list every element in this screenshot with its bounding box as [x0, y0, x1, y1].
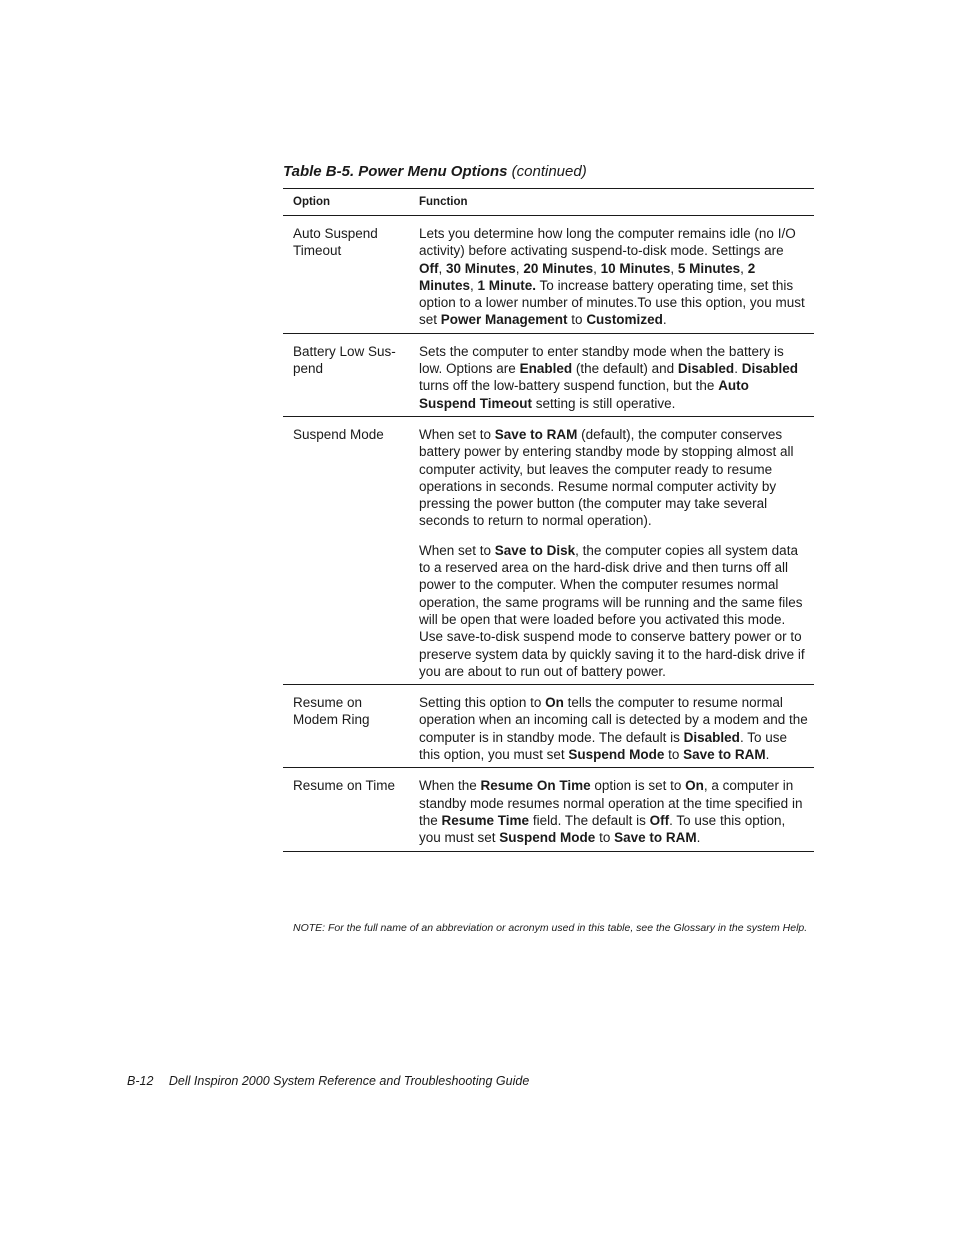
bold-term: Resume On Time — [480, 778, 591, 794]
bold-term: Save to Disk — [494, 542, 576, 558]
option-cell: Auto Suspend Timeout — [293, 226, 378, 259]
text-run: to — [664, 747, 684, 763]
table-row — [283, 685, 814, 768]
table-header-row — [283, 189, 814, 216]
option-cell: Suspend Mode — [293, 426, 384, 442]
text-run: . To use this option, you must set — [419, 812, 786, 846]
page-footer — [127, 1074, 529, 1088]
table-caption-title: Table B-5. Power Menu Options — [283, 163, 508, 180]
bold-term: Disabled — [677, 361, 735, 377]
text-run: setting is still operative. — [532, 395, 676, 411]
column-header-function: Function — [419, 196, 468, 208]
text-run: When the — [419, 778, 481, 794]
text-run: When set to — [419, 426, 495, 442]
text-run: To increase battery operating time, set this option to a lower number of minutes.To use this option, you must set — [419, 277, 805, 328]
bold-term: Off — [419, 260, 439, 276]
bold-term: 30 Minutes — [446, 260, 516, 276]
page-number: B-12 — [127, 1074, 154, 1088]
bold-term: Off — [649, 812, 670, 828]
text-run: . — [662, 312, 667, 328]
bold-term: Power Management — [440, 312, 568, 328]
table-row — [283, 216, 814, 334]
bold-term: 2 Minutes — [419, 260, 756, 293]
function-paragraph — [419, 225, 808, 329]
bold-term: On — [545, 695, 564, 711]
option-cell: Resume on Time — [293, 778, 396, 794]
table-caption-continued: (continued) — [511, 163, 587, 180]
function-cell — [419, 225, 814, 329]
bold-term: 20 Minutes — [523, 260, 594, 276]
document-title: Dell Inspiron 2000 System Reference and Troubleshooting Guide — [168, 1074, 530, 1088]
bold-term: 5 Minutes — [677, 260, 741, 276]
function-paragraph — [419, 542, 808, 680]
text-run: . — [734, 361, 742, 377]
text-run: , a computer in standby mode resumes normal operation at the time specified in the — [419, 778, 803, 828]
text-run: , — [470, 277, 478, 293]
bold-term: Resume Time — [441, 812, 530, 828]
text-run: . — [696, 830, 701, 846]
bold-term: Suspend Mode — [568, 747, 665, 763]
bold-term: On — [685, 778, 704, 794]
bold-term: Save to RAM — [494, 426, 578, 442]
text-run: Setting this option to — [419, 695, 546, 711]
text-run: Lets you determine how long the computer remains idle (no I/O activity) before activating suspend-to-disk mode. Settings are — [419, 226, 796, 259]
function-paragraph — [419, 343, 808, 412]
text-run: turns off the low-battery suspend function, but the — [419, 378, 719, 394]
function-cell — [419, 694, 814, 763]
function-cell — [419, 777, 814, 846]
function-cell — [419, 426, 814, 680]
bold-term: 10 Minutes — [600, 260, 671, 276]
text-run: Sets the computer to enter standby mode when the battery is low. Options are — [419, 343, 784, 377]
option-cell: Battery Low Sus- pend — [293, 343, 396, 377]
text-run: field. The default is — [529, 812, 650, 828]
text-run: to — [567, 312, 587, 328]
function-paragraph — [419, 777, 808, 846]
text-run: , — [670, 260, 678, 276]
text-run: When set to — [419, 542, 495, 558]
bold-term: Auto Suspend Timeout — [419, 378, 749, 411]
text-run: , — [740, 260, 748, 276]
text-run: tells the computer to resume normal operation when an incoming call is detected by a modem and the computer is in standby mode. The default is — [419, 695, 808, 745]
bold-term: Enabled — [519, 361, 573, 377]
bold-term: Disabled — [683, 729, 740, 745]
bold-term: Suspend Mode — [499, 830, 596, 846]
table-row — [283, 334, 814, 417]
text-run: option is set to — [590, 778, 686, 794]
text-run: , — [593, 260, 601, 276]
bold-term: Disabled — [741, 361, 798, 377]
bold-term: Customized — [586, 312, 663, 328]
text-run: to — [595, 830, 615, 846]
function-paragraph — [419, 426, 808, 530]
function-paragraph — [419, 694, 808, 763]
text-run: . To use this option, you must set — [419, 729, 787, 763]
text-run: , — [438, 260, 447, 276]
table-row — [283, 768, 814, 851]
table-note: NOTE: For the full name of an abbreviation or acronym used in this table, see the Glossary in the system Help. — [293, 922, 808, 934]
bold-term: 1 Minute. — [477, 277, 537, 293]
function-cell — [419, 343, 814, 412]
text-run: , — [515, 260, 524, 276]
table-body — [283, 216, 814, 852]
table-row — [283, 417, 814, 685]
text-run: (the default) and — [572, 361, 678, 377]
text-run: (default), the computer conserves battery power by entering standby mode by stopping almost all computer activity, but leaves the computer ready to resume operations in seconds. Resume normal computer activity by pressing the power button (the computer may take several seconds to return to normal operation). — [419, 426, 794, 529]
bold-term: Save to RAM — [683, 747, 766, 763]
table-caption — [283, 162, 823, 182]
text-run: , the computer copies all system data to a reserved area on the hard-disk drive and then turns off all power to the computer. When the computer resumes normal operation, the same programs will be running and the same files will be open that were loaded before you activated this mode. Use save-to-disk suspend mode to conserve battery power or to preserve system data by quickly saving it to the hard-disk drive if you are about to run out of battery power. — [419, 542, 805, 679]
column-header-option: Option — [293, 196, 331, 208]
power-menu-options-table — [283, 188, 814, 852]
text-run: . — [765, 747, 770, 763]
option-cell: Resume on Modem Ring — [293, 695, 370, 728]
bold-term: Save to RAM — [614, 830, 697, 846]
